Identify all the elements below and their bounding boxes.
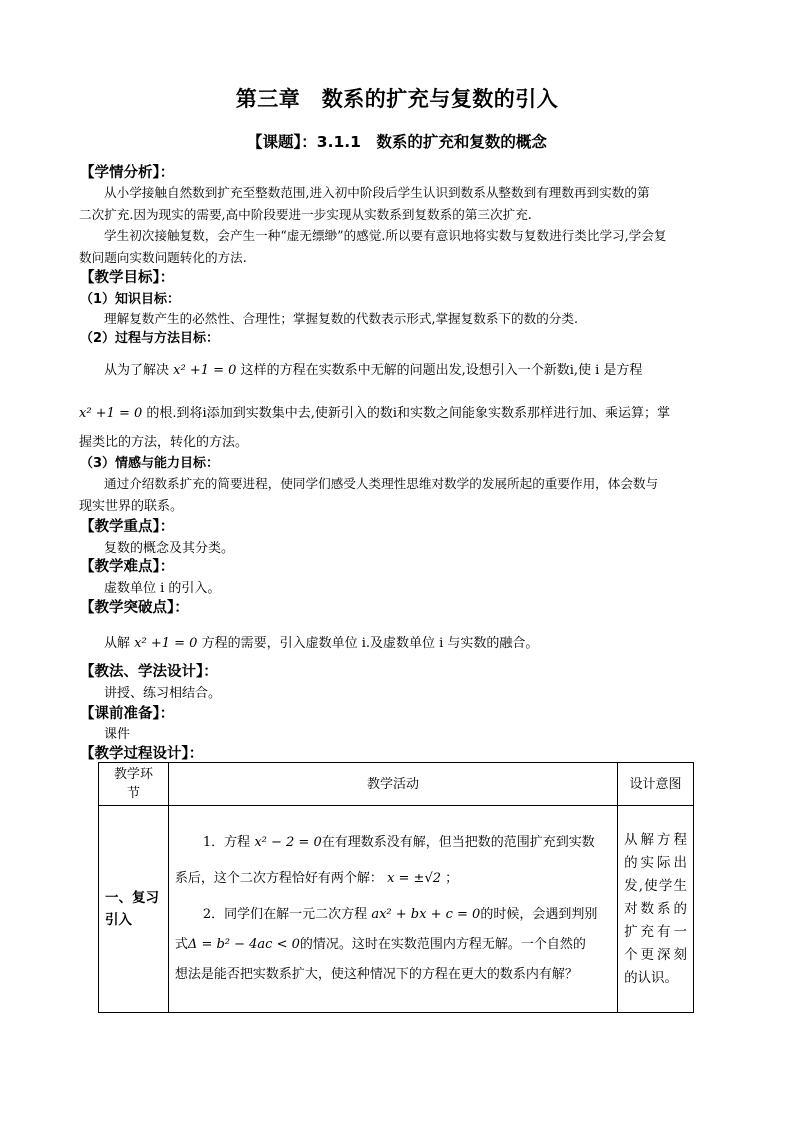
process-goal-text: x² +1 = 0 的根.到将i添加到实数集中去,使新引入的数i和实数之间能象实数系那样进行加、乘运算；掌 — [79, 406, 671, 421]
stage-cell: 一、复习 引入 — [99, 806, 169, 1013]
solution: x = ±√2 — [387, 871, 441, 886]
equation: x² +1 = 0 — [134, 636, 198, 651]
activity-item: 2．同学们在解一元二次方程 ax² + bx + c = 0的时候，会遇到判别 — [202, 907, 598, 922]
prep-text: 课件 — [104, 727, 131, 742]
analysis-heading: 【学情分析】： — [80, 165, 175, 181]
table-header-row — [99, 763, 694, 806]
table-row — [99, 806, 694, 1013]
goals-heading: 【教学目标】： — [80, 270, 175, 286]
method-heading: 【教法、学法设计】： — [80, 664, 218, 680]
activity-cell — [168, 806, 617, 1013]
analysis-text: 学生初次接触复数，会产生一种“虚无缥缈”的感觉.所以要有意识地将实数与复数进行类比学习,学会复 — [104, 228, 667, 243]
difficulty-text: 虚数单位 i 的引入。 — [104, 581, 221, 596]
key-points-text: 复数的概念及其分类。 — [104, 541, 235, 556]
equation: ax² + bx + c = 0 — [371, 907, 481, 922]
lesson-title: 【课题】：3.1.1 数系的扩充和复数的概念 — [247, 133, 547, 151]
header-activity: 教学活动 — [168, 763, 617, 806]
equation: x² +1 = 0 — [79, 406, 143, 421]
key-points-heading: 【教学重点】： — [80, 519, 175, 535]
prep-heading: 【课前准备】： — [80, 706, 175, 722]
process-goal-heading: （2）过程与方法目标： — [80, 331, 220, 346]
knowledge-goal-heading: （1）知识目标： — [80, 292, 181, 307]
process-heading: 【教学过程设计】： — [80, 746, 204, 762]
equation: x² +1 = 0 — [173, 363, 237, 378]
activity-item: 系后，这个二次方程恰好有两个解： x = ±√2 ； — [174, 871, 459, 886]
analysis-text: 二次扩充.因为现实的需要,高中阶段要进一步实现从实数系到复数系的第三次扩充. — [79, 207, 532, 222]
process-goal-text: 从为了解决 x² +1 = 0 这样的方程在实数系中无解的问题出发,设想引入一个新数i,使 i 是方程 — [104, 363, 643, 378]
chapter-title: 第三章 数系的扩充与复数的引入 — [235, 87, 559, 111]
intent-cell: 从解方程的实际出发,使学生对数系的扩充有一个更深刻的认识。 — [618, 806, 694, 1013]
knowledge-goal-text: 理解复数产生的必然性、合理性；掌握复数的代数表示形式,掌握复数系下的数的分类. — [104, 311, 578, 326]
process-goal-text: 握类比的方法，转化的方法。 — [79, 435, 249, 450]
emotion-goal-text: 现实世界的联系。 — [79, 499, 184, 514]
equation: x² − 2 = 0 — [254, 835, 322, 850]
discriminant: Δ = b² − 4ac < 0 — [187, 937, 300, 952]
activity-item: 想法是能否把实数系扩大，使这种情况下的方程在更大的数系内有解？ — [174, 967, 578, 982]
breakthrough-text: 从解 x² +1 = 0 方程的需要，引入虚数单位 i.及虚数单位 i 与实数的融合。 — [104, 636, 539, 651]
emotion-goal-text: 通过介绍数系扩充的简要进程，使同学们感受人类理性思维对数学的发展所起的重要作用，体会数与 — [104, 476, 659, 491]
header-stage: 教学环 节 — [99, 763, 169, 806]
emotion-goal-heading: （3）情感与能力目标： — [80, 456, 220, 471]
analysis-text: 从小学接触自然数到扩充至整数范围,进入初中阶段后学生认识到数系从整数到有理数再到实数的第 — [104, 185, 650, 200]
activity-item: 1．方程 x² − 2 = 0在有理数系没有解，但当把数的范围扩充到实数 — [202, 835, 595, 850]
activity-item: 式Δ = b² − 4ac < 0的情况。这时在实数范围内方程无解。一个自然的 — [174, 937, 586, 952]
breakthrough-heading: 【教学突破点】： — [80, 600, 189, 616]
teaching-process-table — [98, 762, 694, 1013]
difficulty-heading: 【教学难点】： — [80, 559, 175, 575]
method-text: 讲授、练习相结合。 — [104, 686, 222, 701]
header-intent: 设计意图 — [618, 763, 694, 806]
analysis-text: 数问题向实数问题转化的方法. — [79, 250, 247, 265]
